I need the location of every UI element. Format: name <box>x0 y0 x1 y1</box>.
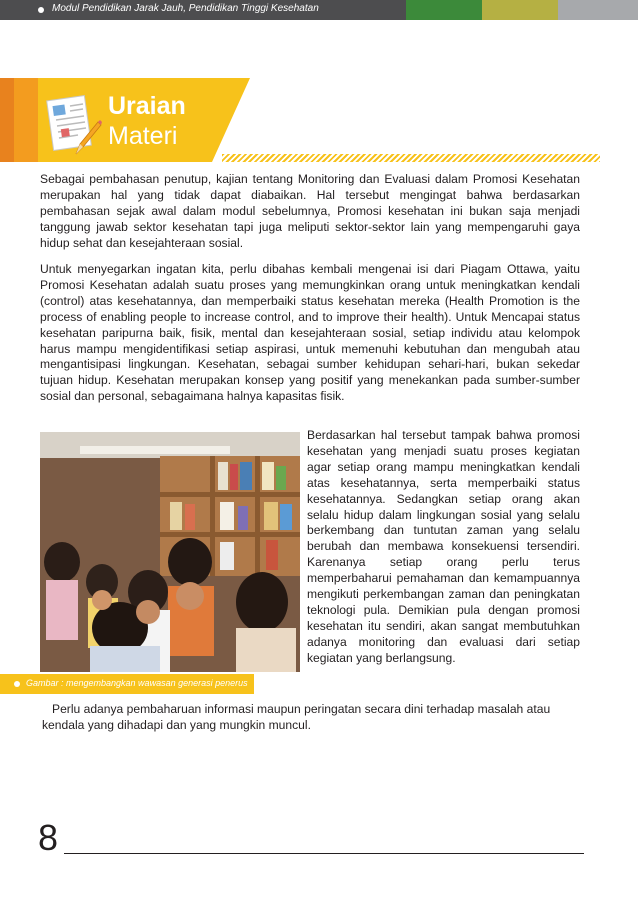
header-segment-dark <box>0 0 406 20</box>
paragraph-4: Perlu adanya pembaharuan informasi maupun peringatan secara dini terhadap masalah atau kendala yang dihadapi dan yang mungkin muncul. <box>42 702 551 732</box>
page-number: 8 <box>38 817 59 858</box>
footer-rule <box>64 853 584 854</box>
paragraph-2: Untuk menyegarkan ingatan kita, perlu dibahas kembali mengenai isi dari Piagam Ottawa, yaitu Promosi Kesehatan adalah suatu proses yang memungkinkan orang untuk meningkatkan kendali (control) atas kesehatannya, dan memperbaiki status kesehatan mereka (Health Promotion is the process of enabling people to increase control, and to improve their health). Untuk Mencapai status kesehatan paripurna baik, fisik, mental dan kesejahteraan sosial, setiap individu atau kelompok harus mampu mengidentifikasi setiap aspirasi, untuk memenuhi kebutuhan dan mengubah atau mengantisipasi lingkungan. Kesehatan, sebagai sumber kehidupan sehari-hari, bukan sekedar tujuan hidup. Kesehatan merupakan konsep yang positif yang menekankan pada sumber-sumber sosial dan personal, sebagaimana halnya kapasitas fisik. <box>40 262 580 404</box>
header-segment-grey <box>558 0 638 20</box>
figure-caption-bar <box>0 674 254 694</box>
header-segment-green <box>406 0 482 20</box>
caption-bullet-icon <box>14 681 20 687</box>
document-pencil-icon <box>46 92 102 160</box>
header-bar <box>0 0 638 20</box>
banner-title-line1: Uraian <box>108 92 186 120</box>
header-title: Modul Pendidikan Jarak Jauh, Pendidikan Tinggi Kesehatan <box>52 3 319 14</box>
header-bullet-icon <box>38 7 44 13</box>
children-bookshelf-photo <box>40 432 300 672</box>
banner-title-line2: Materi <box>108 122 178 150</box>
header-segment-olive <box>482 0 558 20</box>
paragraph-1: Sebagai pembahasan penutup, kajian tentang Monitoring dan Evaluasi dalam Promosi Kesehatan merupakan hal yang tidak dapat diabaikan. Hal tersebut mengingat bahwa berdasarkan pembahasan sejak awal dalam modul sebelumnya, Promosi kesehatan ini bukan saja menjadi tanggung jawab sektor kesehatan tapi juga meliputi sektor-sektor lain yang mempengaruhi gaya hidup sehat dan kesejahteraan sosial. <box>40 172 580 250</box>
decorative-hatch-rule <box>222 154 600 162</box>
paragraph-3: Berdasarkan hal tersebut tampak bahwa promosi kesehatan yang menjadi suatu proses kegiatan agar setiap orang mampu meningkatkan kendali atas kesehatannya, serta memperbaiki status kesehatannya. Sedangkan setiap orang akan selalu hidup dalam lingkungan sosial yang selalu berkembang dan tuntutan zaman yang selalu berubah dan membawa konsekuensi tersendiri. Karenanya setiap orang perlu terus memperbaharui pemahaman dan kemampuannya mengikuti perkembangan zaman dan peningkatan teknologi pula. Demikian pula dengan promosi kesehatan itu sendiri, akan sangat membutuhkan adanya monitoring dan evaluasi dari setiap kegiatan yang berlangsung. <box>307 428 580 665</box>
figure-caption: Gambar : mengembangkan wawasan generasi penerus <box>26 678 248 688</box>
section-banner <box>0 78 260 162</box>
